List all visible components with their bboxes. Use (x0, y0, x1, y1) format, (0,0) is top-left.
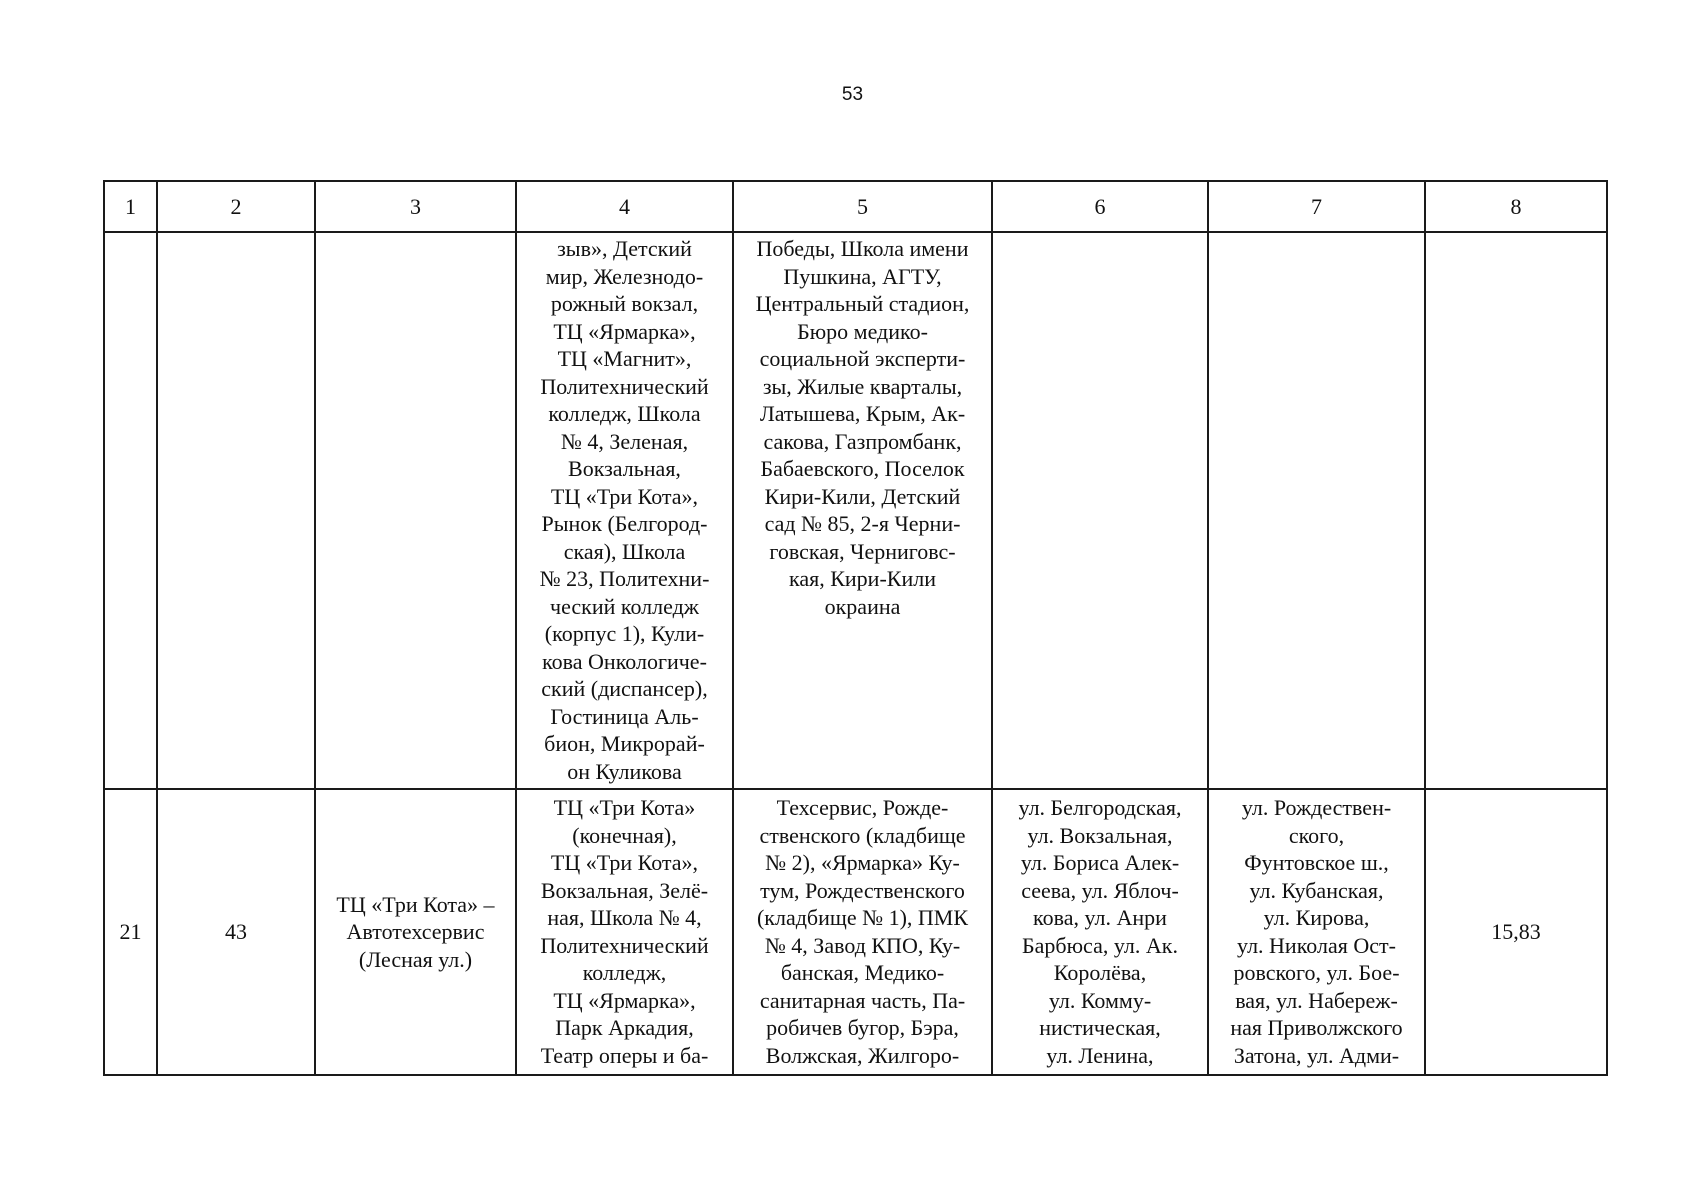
column-header: 5 (733, 181, 992, 232)
column-header: 4 (516, 181, 733, 232)
column-header: 1 (104, 181, 157, 232)
table-cell-route-name: ТЦ «Три Кота» – Автотехсервис (Лесная ул.) (315, 789, 516, 1075)
table-cell (104, 232, 157, 789)
table-cell-stops-backward: Техсервис, Рожде- ственского (кладбище № 2), «Ярмарка» Ку- тум, Рождественского (кладбище № 1), ПМК № 4, Завод КПО, Ку- банская, Медико- санитарная часть, Па- робичев бугор, Бэра, Волжская, Жилгоро- (733, 789, 992, 1075)
table-row (104, 232, 1607, 789)
table-cell (992, 232, 1208, 789)
table-cell-row-number: 21 (104, 789, 157, 1075)
column-header: 3 (315, 181, 516, 232)
column-header: 8 (1425, 181, 1607, 232)
column-header: 2 (157, 181, 315, 232)
table-cell (1208, 232, 1425, 789)
table-cell-streets-backward: ул. Рождествен- ского, Фунтовское ш., ул. Кубанская, ул. Кирова, ул. Николая Ост- ровского, ул. Бое- вая, ул. Набереж- ная Приволжского Затона, ул. Адми- (1208, 789, 1425, 1075)
table-cell (315, 232, 516, 789)
table-cell-streets-forward: ул. Белгородская, ул. Вокзальная, ул. Бориса Алек- сеева, ул. Яблоч- кова, ул. Анри Барбюса, ул. Ак. Королёва, ул. Комму- нистическая, ул. Ленина, (992, 789, 1208, 1075)
page-number: 53 (841, 84, 864, 105)
table-row (104, 789, 1607, 1075)
table-cell-stops-forward: ТЦ «Три Кота» (конечная), ТЦ «Три Кота», Вокзальная, Зелё- ная, Школа № 4, Политехнический колледж, ТЦ «Ярмарка», Парк Аркадия, Театр оперы и ба- (516, 789, 733, 1075)
table-cell-route-number: 43 (157, 789, 315, 1075)
table-cell-stops-backward: Победы, Школа имени Пушкина, АГТУ, Центральный стадион, Бюро медико- социальной эксперти- зы, Жилые кварталы, Латышева, Крым, Ак- сакова, Газпромбанк, Бабаевского, Поселок Кири-Кили, Детский сад № 85, 2-я Черни- говская, Черниговс- кая, Кири-Кили окраина (733, 232, 992, 789)
route-table (103, 180, 1608, 1076)
table-cell-route-length: 15,83 (1425, 789, 1607, 1075)
table-header-row (104, 181, 1607, 232)
table-cell-stops-forward: зыв», Детский мир, Железнодо- рожный вокзал, ТЦ «Ярмарка», ТЦ «Магнит», Политехнический колледж, Школа № 4, Зеленая, Вокзальная, ТЦ «Три Кота», Рынок (Белгород- ская), Школа № 23, Политехни- ческий колледж (корпус 1), Кули- кова Онкологиче- ский (диспансер), Гостиница Аль- бион, Микрорай- он Куликова (516, 232, 733, 789)
table-cell (1425, 232, 1607, 789)
column-header: 6 (992, 181, 1208, 232)
column-header: 7 (1208, 181, 1425, 232)
table-cell (157, 232, 315, 789)
